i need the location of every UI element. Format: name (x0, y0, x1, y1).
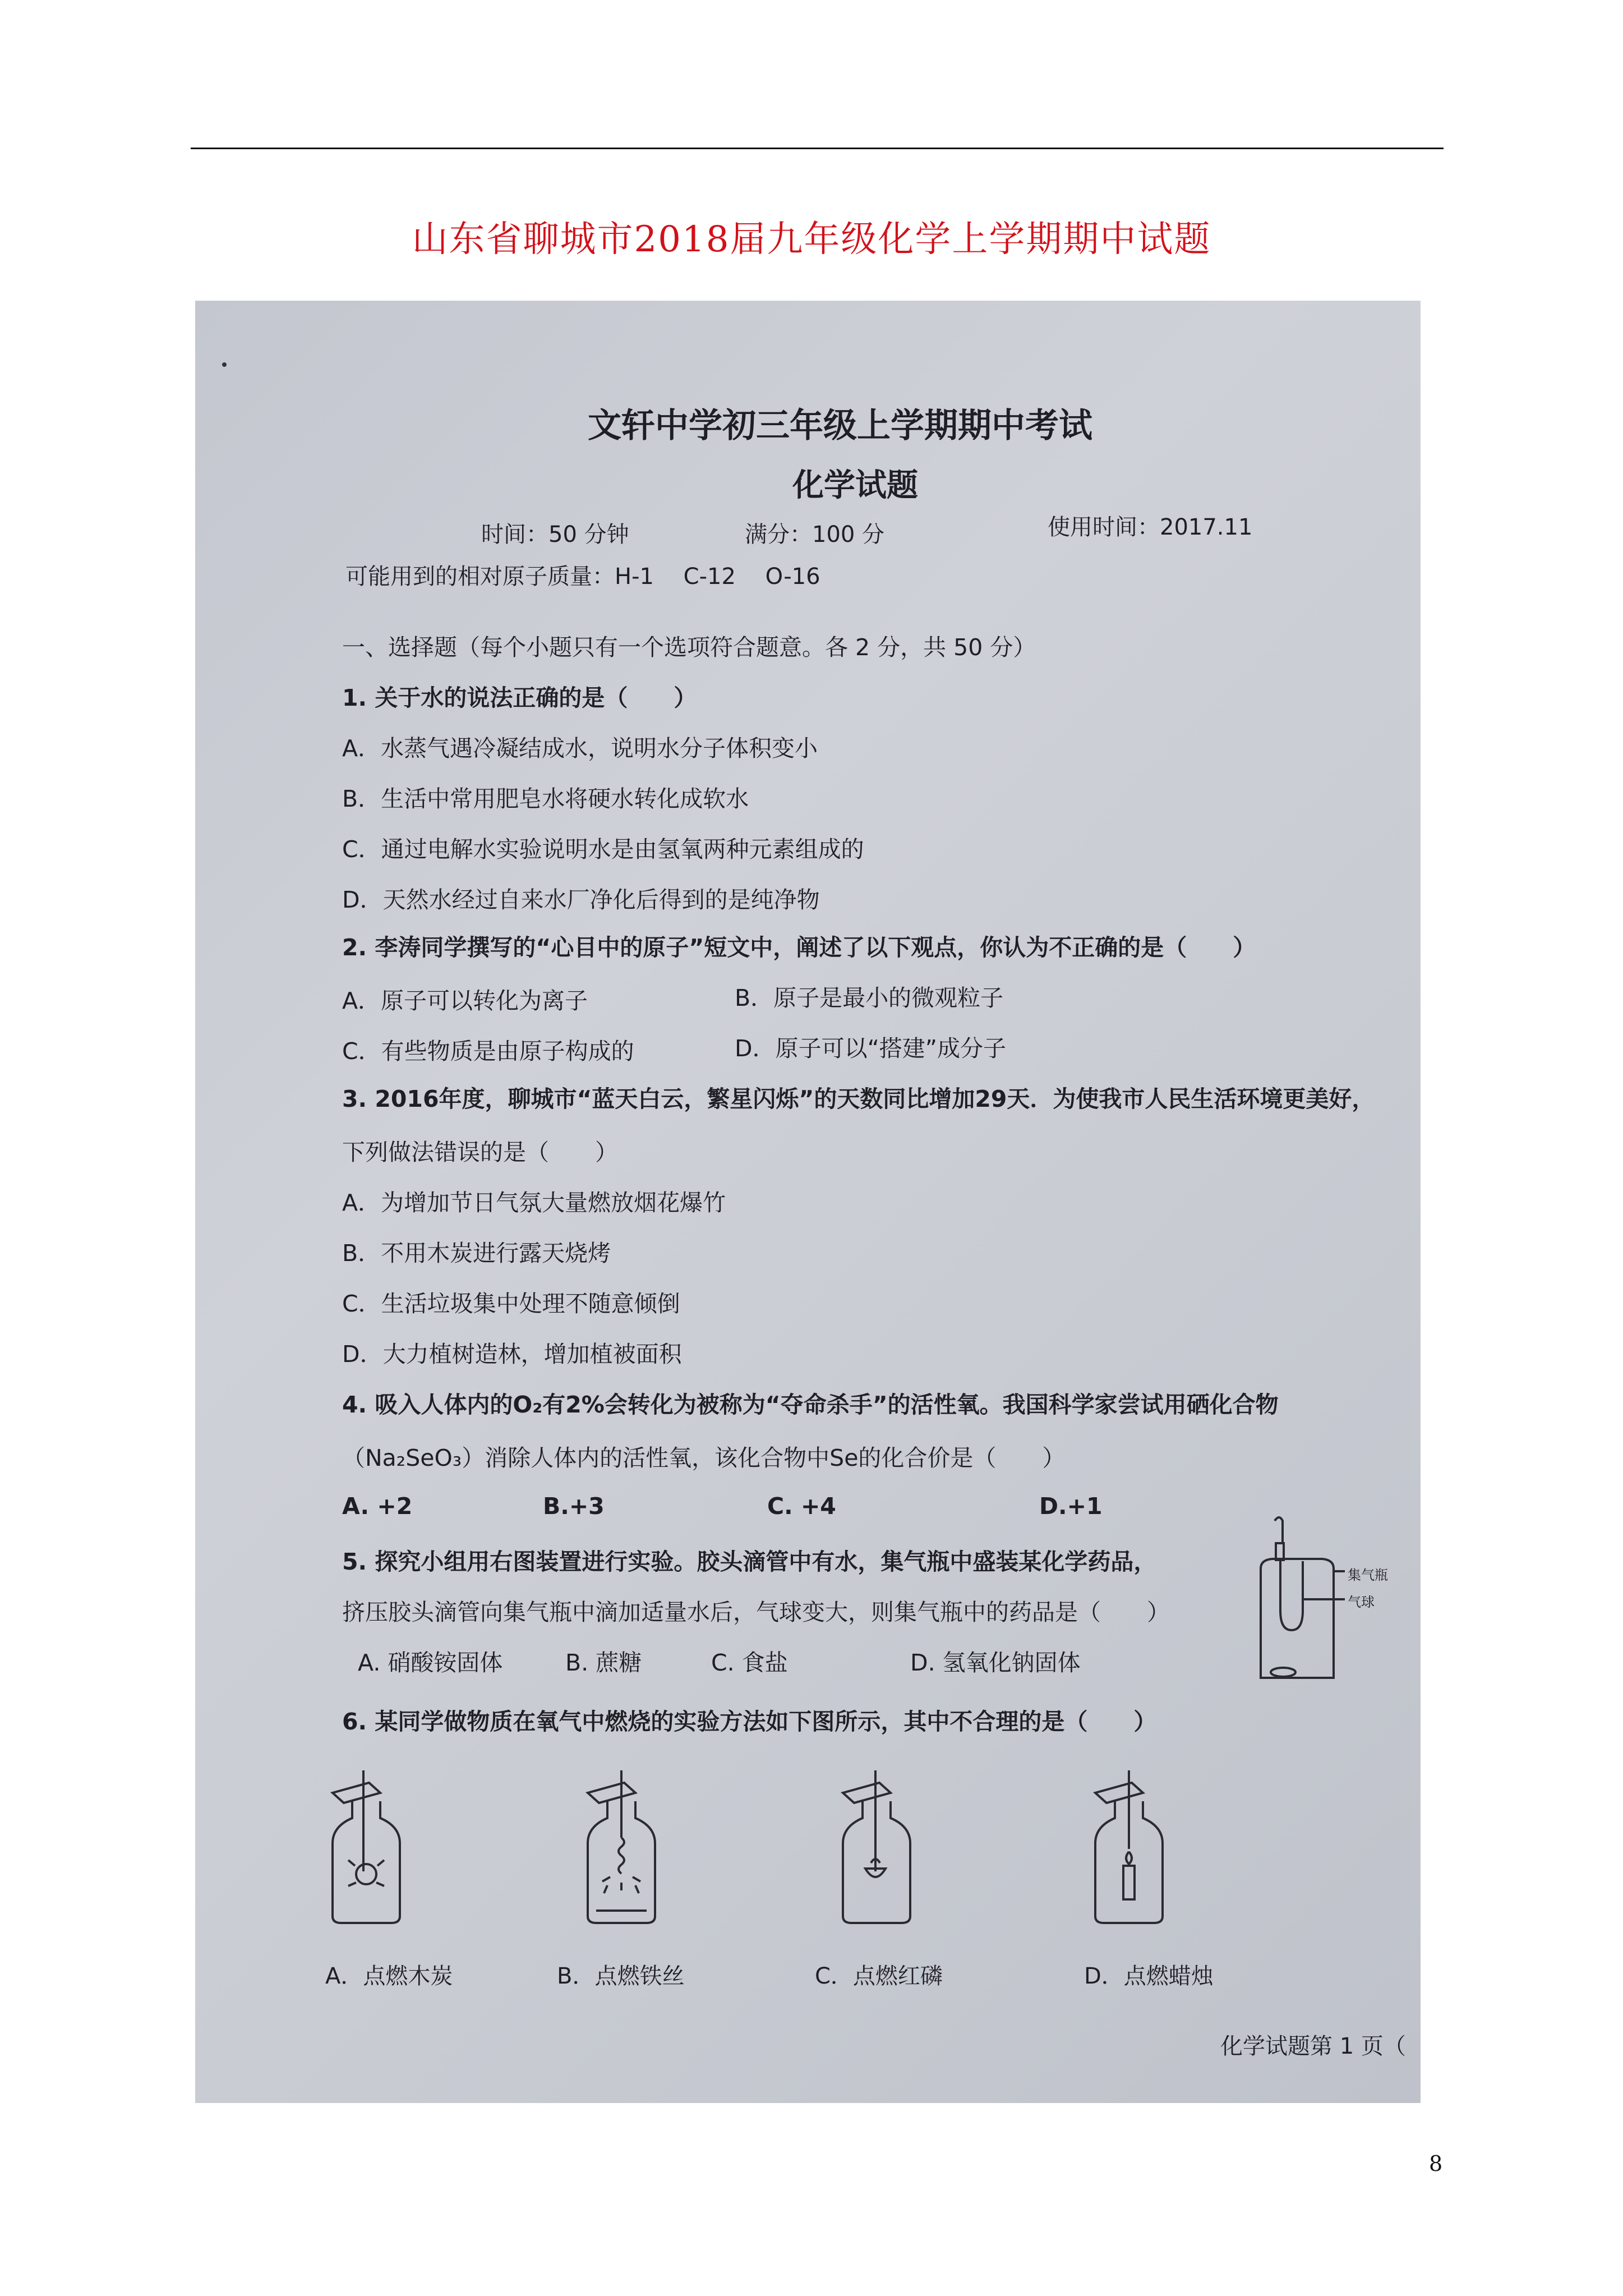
exam-time: 时间：50 分钟 (481, 522, 629, 547)
q3-stem-line1: 3. 2016年度，聊城市“蓝天白云，繁星闪烁”的天数同比增加29天．为使我市人民生活环境更美好， (342, 1085, 1375, 1112)
q2-option-b: B．原子是最小的微观粒子 (735, 984, 1004, 1011)
header-rule (191, 148, 1444, 149)
q5-option-d: D. 氢氧化钠固体 (910, 1649, 1081, 1676)
q4-stem-line2: （Na₂SeO₃）消除人体内的活性氧，该化合物中Se的化合价是（ ） (342, 1444, 1066, 1471)
bottle-charcoal-figure (321, 1770, 422, 1933)
q3-stem-line2: 下列做法错误的是（ ） (342, 1139, 618, 1166)
q5-stem-line2: 挤压胶头滴管向集气瓶中滴加适量水后，气球变大，则集气瓶中的药品是（ ） (342, 1599, 1170, 1626)
q2-stem: 2. 李涛同学撰写的“心目中的原子”短文中，阐述了以下观点，你认为不正确的是（ ） (342, 934, 1256, 961)
speck (222, 362, 227, 367)
q6-stem: 6. 某同学做物质在氧气中燃烧的实验方法如下图所示，其中不合理的是（ ） (342, 1708, 1157, 1735)
q6-option-b: B．点燃铁丝 (557, 1963, 685, 1989)
exam-photo (195, 301, 1421, 2103)
q5-option-b: B. 蔗糖 (565, 1649, 642, 1676)
q2-option-c: C．有些物质是由原子构成的 (342, 1038, 634, 1065)
page-number: 8 (1429, 2151, 1443, 2176)
exam-date: 使用时间：2017.11 (1048, 514, 1253, 540)
bottle-candle-figure (1084, 1770, 1185, 1933)
q5-stem-line1: 5. 探究小组用右图装置进行实验。胶头滴管中有水，集气瓶中盛装某化学药品， (342, 1548, 1157, 1575)
label-balloon: 气球 (1348, 1594, 1375, 1610)
atomic-masses: 可能用到的相对原子质量：H-1 C-12 O-16 (345, 564, 820, 590)
page-footer: 化学试题第 1 页（ (1220, 2033, 1406, 2059)
q6-option-c: C．点燃红磷 (815, 1963, 943, 1989)
q5-option-a: A. 硝酸铵固体 (358, 1649, 503, 1676)
q1-option-c: C．通过电解水实验说明水是由氢氧两种元素组成的 (342, 836, 864, 863)
q3-option-c: C．生活垃圾集中处理不随意倾倒 (342, 1290, 680, 1317)
q2-option-d: D．原子可以“搭建”成分子 (735, 1035, 1007, 1062)
q1-option-a: A．水蒸气遇冷凝结成水，说明水分子体积变小 (342, 735, 818, 762)
q3-option-b: B．不用木炭进行露天烧烤 (342, 1240, 611, 1267)
q6-option-d: D．点燃蜡烛 (1084, 1963, 1214, 1989)
q6-option-a: A．点燃木炭 (325, 1963, 453, 1989)
document-title: 山东省聊城市2018届九年级化学上学期期中试题 (412, 219, 1211, 260)
q5-option-c: C. 食盐 (711, 1649, 788, 1676)
q3-option-d: D．大力植树造林，增加植被面积 (342, 1341, 682, 1368)
q1-option-d: D．天然水经过自来水厂净化后得到的是纯净物 (342, 886, 820, 913)
q4-option-c: C. +4 (767, 1493, 836, 1520)
q3-option-a: A．为增加节日气氛大量燃放烟花爆竹 (342, 1189, 726, 1216)
q4-option-a: A. +2 (342, 1493, 413, 1520)
exam-subtitle: 化学试题 (792, 467, 918, 504)
q1-option-b: B．生活中常用肥皂水将硬水转化成软水 (342, 785, 749, 812)
q2-option-a: A．原子可以转化为离子 (342, 987, 588, 1014)
bottle-red-phosphorus-figure (832, 1770, 933, 1933)
section-heading: 一、选择题（每个小题只有一个选项符合题意。各 2 分，共 50 分） (342, 634, 1036, 661)
exam-score: 满分：100 分 (745, 522, 885, 547)
q1-stem: 1. 关于水的说法正确的是（ ） (342, 684, 697, 711)
label-gas-bottle: 集气瓶 (1348, 1567, 1388, 1583)
q4-stem-line1: 4. 吸入人体内的O₂有2%会转化为被称为“夺命杀手”的活性氧。我国科学家尝试用硒化合物 (342, 1391, 1279, 1418)
q4-option-b: B.+3 (543, 1493, 605, 1520)
exam-title: 文轩中学初三年级上学期期中考试 (588, 406, 1092, 445)
q4-option-d: D.+1 (1039, 1493, 1103, 1520)
bottle-iron-wire-figure (577, 1770, 677, 1933)
